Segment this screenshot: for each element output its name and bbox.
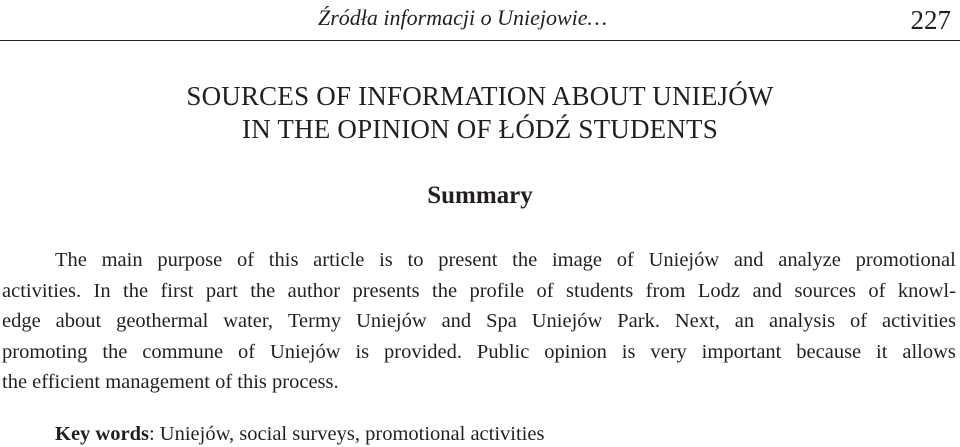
- abstract-word: author: [287, 279, 341, 302]
- abstract-word: and: [441, 310, 472, 332]
- abstract-word: activities: [881, 310, 956, 332]
- abstract-word: of: [868, 279, 886, 302]
- abstract-word: allows: [902, 340, 956, 363]
- abstract-word: the: [102, 340, 128, 363]
- abstract-word: main: [101, 249, 143, 271]
- abstract-word: promotional: [855, 249, 956, 271]
- article-title-line-2: IN THE OPINION OF ŁÓDŹ STUDENTS: [242, 114, 718, 144]
- abstract-word: because: [796, 340, 862, 363]
- abstract-paragraph: [2, 245, 956, 398]
- abstract-word: profile: [469, 279, 525, 302]
- abstract-word: promoting: [2, 340, 88, 363]
- running-title: Źródła informacji o Uniejowie…: [318, 5, 608, 30]
- abstract-line-3: [2, 306, 956, 337]
- abstract-word: students: [566, 279, 634, 302]
- abstract-word: provided.: [384, 340, 463, 363]
- abstract-word: of: [616, 249, 634, 271]
- abstract-line-2: [2, 276, 956, 307]
- abstract-word: and: [733, 249, 764, 271]
- abstract-word: Uniejów: [648, 249, 720, 271]
- abstract-line-1: [2, 245, 956, 276]
- abstract-word: Next,: [674, 310, 720, 332]
- abstract-word: Lodz: [697, 279, 741, 302]
- abstract-word: analysis: [769, 310, 836, 332]
- abstract-word: of: [849, 310, 868, 332]
- abstract-word: In: [93, 279, 111, 302]
- abstract-word: The: [55, 249, 87, 271]
- abstract-word: sources: [794, 279, 856, 302]
- abstract-word: of: [536, 279, 554, 302]
- abstract-word: Uniejów: [356, 310, 427, 332]
- abstract-word: is: [621, 340, 636, 363]
- abstract-word: is: [379, 249, 393, 271]
- abstract-word: water,: [223, 310, 274, 332]
- abstract-word: the efficient management of this process.: [2, 371, 339, 393]
- summary-heading: Summary: [427, 182, 533, 209]
- abstract-word: analyze: [778, 249, 841, 271]
- abstract-word: about: [55, 310, 102, 332]
- abstract-word: the: [123, 279, 149, 302]
- abstract-word: the: [250, 279, 276, 302]
- abstract-word: is: [355, 340, 370, 363]
- abstract-word: knowl-: [897, 279, 956, 302]
- article-title: [0, 80, 960, 146]
- keywords: [55, 421, 544, 447]
- abstract-word: commune: [142, 340, 224, 363]
- abstract-word: Termy: [287, 310, 342, 332]
- abstract-word: important: [701, 340, 782, 363]
- keywords-text: : Uniejów, social surveys, promotional activities: [148, 423, 545, 445]
- abstract-word: the: [512, 249, 538, 271]
- page-number: 227: [910, 5, 951, 35]
- abstract-word: presents: [352, 279, 420, 302]
- abstract-word: of: [237, 340, 256, 363]
- abstract-word: of: [236, 249, 255, 271]
- abstract-word: Public: [476, 340, 530, 363]
- abstract-word: very: [650, 340, 687, 363]
- abstract-word: the: [432, 279, 458, 302]
- abstract-word: it: [876, 340, 888, 363]
- abstract-word: purpose: [157, 249, 223, 271]
- header-rule: [0, 40, 960, 41]
- abstract-word: this: [268, 249, 299, 271]
- abstract-word: present: [438, 249, 498, 271]
- abstract-word: to: [407, 249, 424, 271]
- abstract-word: first: [160, 279, 194, 302]
- abstract-word: edge: [2, 310, 41, 332]
- abstract-word: activities.: [2, 279, 82, 302]
- abstract-line-4: [2, 337, 956, 368]
- abstract-word: and: [752, 279, 783, 302]
- abstract-word: Spa: [486, 310, 517, 332]
- abstract-word: geothermal: [116, 310, 209, 332]
- abstract-word: Park.: [617, 310, 660, 332]
- keywords-label: Key words: [55, 423, 149, 445]
- abstract-word: from: [645, 279, 686, 302]
- abstract-word: an: [734, 310, 755, 332]
- abstract-line-5: [2, 367, 956, 398]
- abstract-word: part: [205, 279, 238, 302]
- running-header: [0, 0, 960, 40]
- article-title-line-1: SOURCES OF INFORMATION ABOUT UNIEJÓW: [186, 81, 774, 111]
- abstract-word: opinion: [544, 340, 607, 363]
- abstract-word: Uniejów: [269, 340, 341, 363]
- abstract-word: image: [551, 249, 603, 271]
- abstract-word: Uniejów: [531, 310, 603, 332]
- abstract-word: article: [313, 249, 365, 271]
